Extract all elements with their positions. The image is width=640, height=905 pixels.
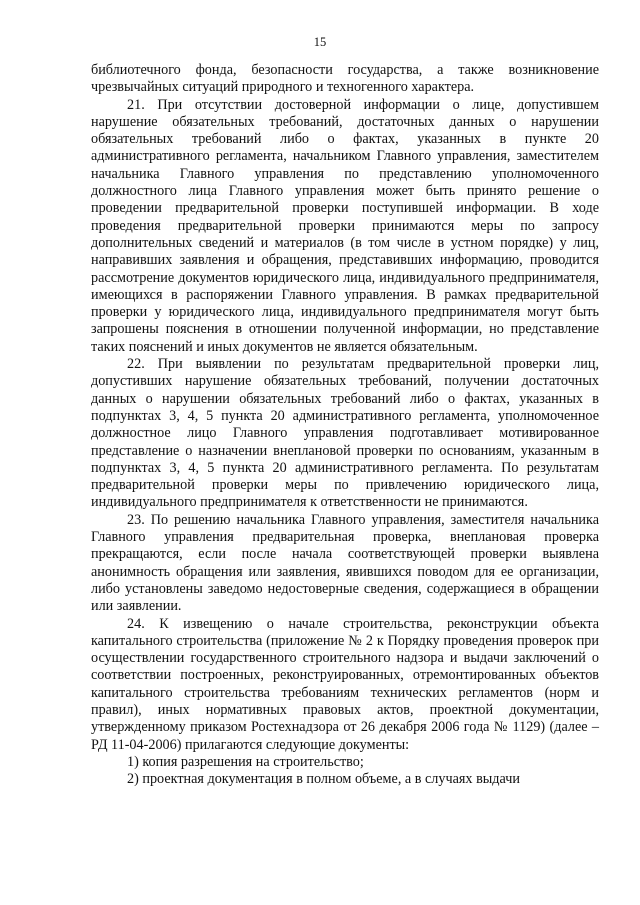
paragraph-24: 24. К извещению о начале строительства, реконструкции объекта капитального строительства (приложение № 2 к Порядку проведения проверок при осуществлении государственного строительного надзора и выдачи заключений о соответствии построенных, реконструированных, отремонтированных объектов капитального строительства требованиям технических регламентов (норм и правил), иных нормативных правовых актов, проектной документации, утвержденному приказом Ростехнадзора от 26 декабря 2006 года № 1129) (далее – РД 11-04-2006) прилагаются следующие документы:: [91, 615, 599, 753]
document-body: [91, 62, 599, 788]
paragraph-21: 21. При отсутствии достоверной информации о лице, допустившем нарушение обязательных требований, достаточных данных о нарушении обязательных требований либо о фактах, указанных в пункте 20 административного регламента, начальником Главного управления, заместителем начальника Главного управления по представлению уполномоченного должностного лица Главного управления может быть принято решение о проведении предварительной проверки поступившей информации. В ходе проведения предварительной проверки принимаются меры по запросу дополнительных сведений и материалов (в том числе в устном порядке) у лиц, направивших заявления и обращения, представивших информацию, проводится рассмотрение документов юридического лица, индивидуального предпринимателя, имеющихся в распоряжении Главного управления. В рамках предварительной проверки у юридического лица, индивидуального предпринимателя могут быть запрошены пояснения в отношении полученной информации, но представление таких пояснений и иных документов не является обязательным.: [91, 96, 599, 355]
paragraph-continuation: библиотечного фонда, безопасности государства, а также возникновение чрезвычайных ситуаций природного и техногенного характера.: [91, 62, 599, 96]
list-item-1: 1) копия разрешения на строительство;: [127, 753, 364, 770]
paragraph-23: 23. По решению начальника Главного управления, заместителя начальника Главного управления предварительная проверка, внеплановая проверка прекращаются, если после начала соответствующей проверки выявлена анонимность обращения или заявления, явившихся поводом для ее организации, либо установлены заведомо недостоверные сведения, содержащиеся в обращении или заявлении.: [91, 511, 599, 615]
page-number: 15: [313, 35, 327, 49]
list-item-2: 2) проектная документация в полном объеме, а в случаях выдачи: [127, 771, 520, 788]
paragraph-22: 22. При выявлении по результатам предварительной проверки лиц, допустивших нарушение обязательных требований, получении достаточных данных о нарушении обязательных требований либо о фактах, указанных в подпунктах 3, 4, 5 пункта 20 административного регламента, уполномоченное должностное лицо Главного управления подготавливает мотивированное представление о назначении внеплановой проверки по основаниям, указанным в подпунктах 3, 4, 5 пункта 20 административного регламента. По результатам предварительной проверки меры по привлечению юридического лица, индивидуального предпринимателя к ответственности не принимаются.: [91, 356, 599, 511]
